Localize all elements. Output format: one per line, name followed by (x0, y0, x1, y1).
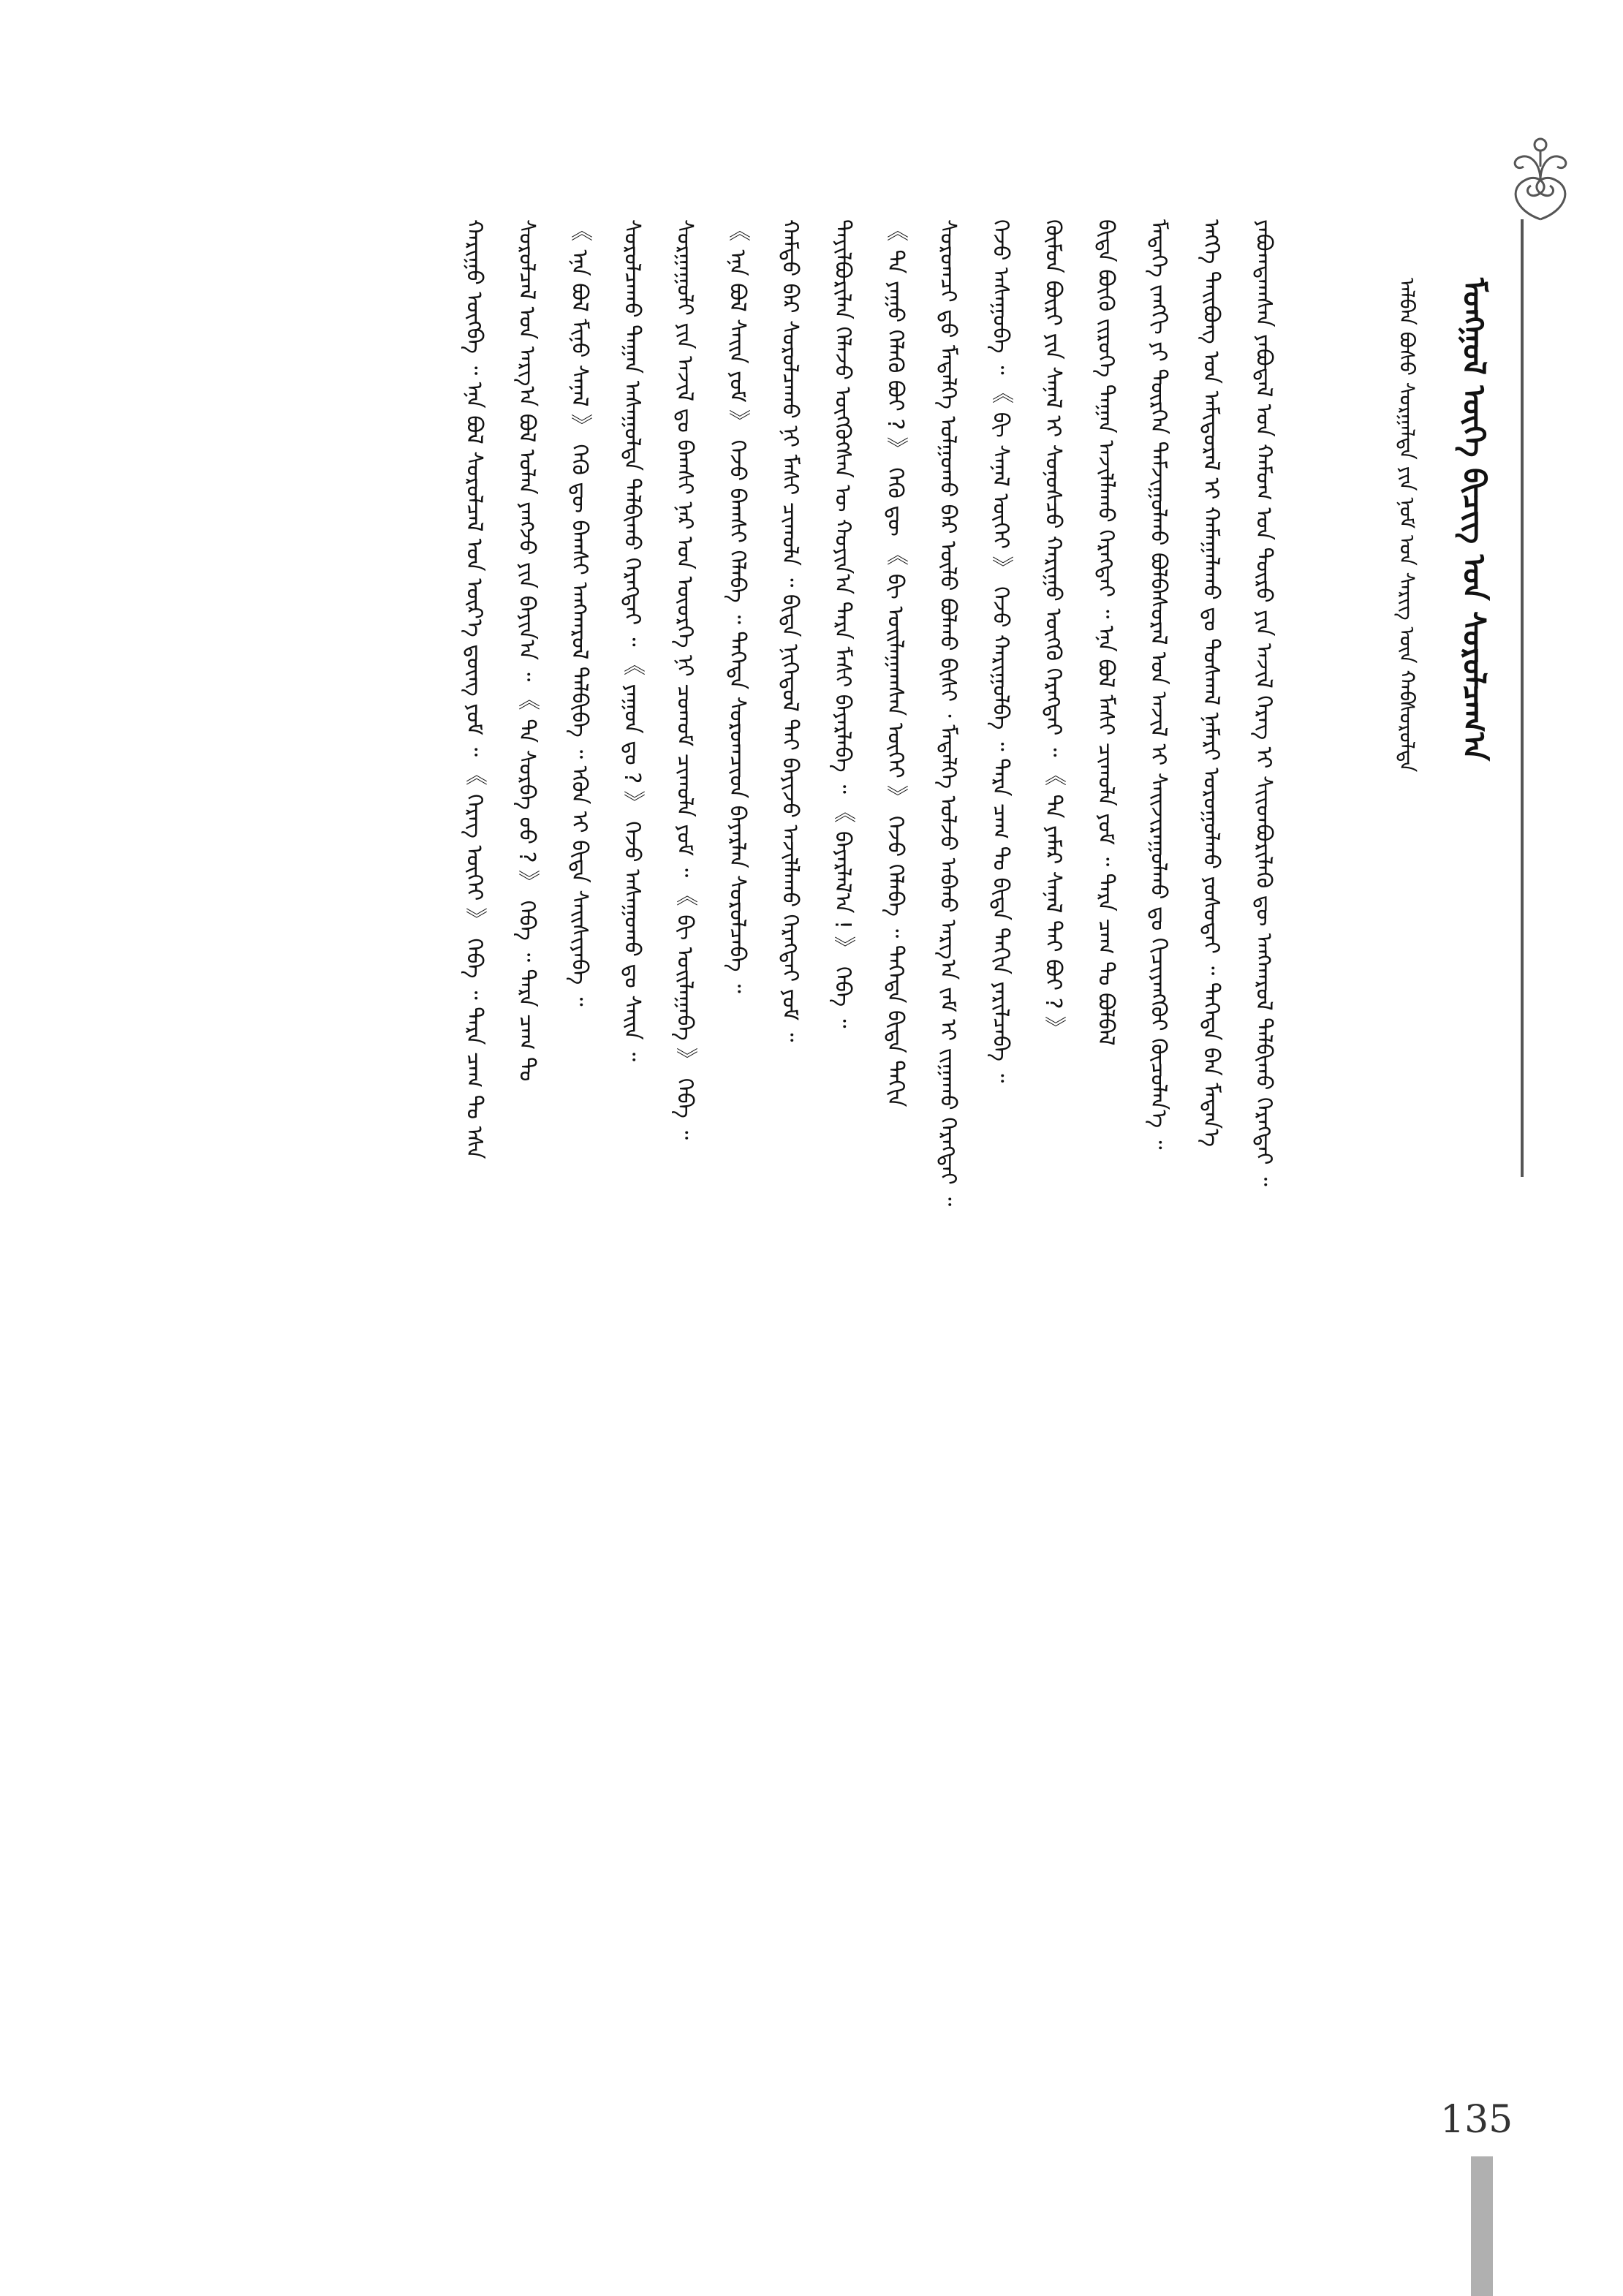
text-column: ᠡᠩᠬᠡ ᠲᠠᠢᠪᠤᠩ ᠤᠨ ᠠᠮᠢᠳᠤᠷᠠᠯ ᠢ ᠬᠠᠮᠠᠭᠠᠯᠠᠬᠤ ᠳᠤ ᠳᠤᠰᠬᠠᠯ ᠨᠡᠮᠡᠷᠢ ᠤᠷᠤᠭᠤᠯᠬᠤ ᠶᠣᠰᠤᠲᠠᠢ ᠃ ᠲᠡᠭᠡᠳᠡ ᠪᠡᠨ ᠮᠡᠳᠡᠨ᠎ᠡ (1198, 219, 1224, 1148)
text-column: ᠬᠠᠮᠲᠤ ᠪᠡᠷ ᠰᠤᠷᠤᠯᠴᠠᠬᠤ ᠨᠢ ᠮᠠᠰᠢ ᠴᠢᠬᠤᠯᠠ ᠃ ᠪᠢᠳᠡ ᠨᠢᠭᠡᠳᠦᠯ ᠲᠡᠢ ᠪᠠᠶᠢᠵᠤ ᠠᠵᠢᠯᠯᠠᠬᠤ ᠬᠡᠷᠡᠭᠲᠡᠢ ᠶᠤᠮ ᠃ (777, 219, 803, 1042)
header-title: ᠮᠣᠩᠭᠣᠯ ᠦᠭᠡ ᠪᠢᠴᠢᠭ ᠤᠨ ᠰᠤᠷᠤᠯᠴᠠᠭ᠎ᠠ (1456, 278, 1492, 761)
text-column: ᠮᠡᠳᠡᠭᠡ ᠵᠠᠩᠭᠢ ᠶᠢ ᠲᠦᠷᠭᠡᠨ ᠳᠠᠮᠵᠢᠭᠤᠯᠬᠤ ᠪᠣᠯᠪᠠᠰᠤᠷᠠᠯ ᠤᠨ ᠠᠵᠢᠯ ᠢ ᠰᠠᠢᠵᠢᠷᠠᠭᠤᠯᠬᠤ ᠳᠤ ᠬᠢᠴᠢᠶᠡᠩᠭᠦᠢ ᠬᠦᠴᠦᠯᠡᠨ᠎ᠡ ᠃ (1146, 219, 1171, 1150)
text-column: ᠰᠤᠷᠤᠭᠴᠢ ᠳ᠋ᠤ ᠮᠡᠳᠡᠯᠭᠡ ᠣᠯᠭᠣᠬᠤ ᠪᠠᠷ ᠦᠯᠦ ᠪᠣᠯᠬᠤ ᠪᠢᠰᠢ ᠂ ᠮᠡᠳᠡᠯᠭᠡ ᠣᠯᠵᠤ ᠠᠪᠬᠤ ᠠᠷᠭ᠎ᠠ ᠵᠠᠮ ᠢ ᠵᠢᠭᠠᠬᠤ ᠬᠡᠷᠡᠭᠲᠡᠢ ᠃ (935, 219, 961, 1207)
text-column: 《 ᠡᠨᠡ ᠪᠣᠯ ᠮᠢᠨᠤ ᠰᠠᠨᠠᠯ 》 ᠭᠡᠬᠦ ᠳᠦ ᠪᠠᠭᠰᠢ ᠠᠩᠬᠠᠷᠤᠯ ᠲᠠᠯᠪᠢᠪᠠ ᠃ ᠡᠭᠦᠨ ᠢ ᠪᠢᠳᠡ ᠰᠠᠢᠰᠢᠶᠠᠪᠠ ᠃ (567, 219, 592, 1007)
text-column: ᠰᠤᠷᠤᠯᠴᠠᠬᠤ ᠳᠠᠭᠠᠨ ᠠᠰᠠᠭᠤᠯᠲᠠ ᠲᠠᠯᠪᠢᠬᠤ ᠬᠡᠷᠡᠭᠲᠡᠢ ᠃ 《 ᠶᠠᠭᠤᠨ ᠳᠤ ? 》 ᠭᠡᠵᠦ ᠠᠰᠠᠭᠤᠬᠤ ᠳᠤ ᠰᠠᠢᠨ ᠃ (619, 219, 645, 1062)
running-header (1360, 278, 1521, 1345)
margin-tab-bar (1471, 2156, 1493, 2296)
text-column: ᠭᠡᠵᠦ ᠠᠰᠠᠭᠤᠪᠠ ᠃ 《 ᠪᠢ ᠰᠠᠨᠠᠯ ᠦᠭᠡᠢ 》 ᠭᠡᠵᠦ ᠬᠠᠷᠢᠭᠤᠯᠪᠠ ᠃ ᠲᠡᠷᠡ ᠴᠠᠭ ᠲᠤ ᠪᠢᠳᠡ ᠳᠠᠬᠢᠨ ᠶᠠᠷᠢᠯᠴᠠᠪᠠ ᠃ (988, 219, 1013, 1083)
swirl-ornament-icon (1486, 123, 1595, 232)
text-column: ᠰᠤᠷᠭᠠᠭᠤᠯᠢ ᠶᠢᠨ ᠠᠵᠢᠯ ᠳᠤ ᠪᠠᠭᠰᠢ ᠨᠠᠷ ᠤᠨ ᠦᠦᠷᠭᠡ ᠨᠢ ᠴᠤᠬᠤᠮ ᠴᠢᠬᠤᠯᠠ ᠶᠤᠮ ᠃ 《 ᠪᠢ ᠣᠢᠯᠠᠭᠠᠪᠠ 》 ᠭᠡᠪᠡ ᠃ (672, 219, 697, 1140)
text-column: ᠶᠠᠪᠤᠭᠳᠠᠭᠰᠠᠨ ᠶᠠᠪᠤᠳᠠᠯ ᠤᠨ ᠬᠠᠮᠤᠭ ᠤᠨ ᠲᠦᠷᠦ ᠶᠢᠨ ᠠᠵᠢᠯ ᠬᠡᠷᠡᠭ ᠢ ᠰᠢᠢᠳᠪᠦᠷᠢᠯᠡᠬᠦ ᠳᠦ ᠠᠩᠬᠠᠷᠤᠯ ᠲᠠᠯᠪᠢᠬᠤ ᠬᠡᠷᠡᠭᠲᠡᠢ ᠃ (1251, 219, 1276, 1186)
text-column: ᠪᠢᠳᠡ ᠪᠦᠬᠦ ᠵᠢᠷᠦᠭᠡ ᠳᠠᠭᠠᠨ ᠠᠵᠢᠯᠯᠠᠬᠤ ᠬᠡᠷᠡᠭᠲᠡᠢ ᠃ ᠡᠨᠡ ᠪᠣᠯ ᠮᠠᠰᠢ ᠴᠢᠬᠤᠯᠠ ᠶᠤᠮ ᠃ ᠲᠡᠷᠡ ᠴᠠᠭ ᠲᠤ ᠪᠣᠯᠪᠠᠯ (1093, 219, 1119, 1046)
text-column: ᠰᠤᠷᠤᠯᠴᠠᠯ ᠤᠨ ᠠᠷᠭ᠎ᠠ ᠪᠣᠯ ᠣᠯᠠᠨ ᠶᠠᠩᠵᠤ ᠶᠢᠨ ᠪᠠᠶᠢᠨ᠎ᠠ ᠃ 《 ᠲᠠ ᠰᠤᠷᠪᠠ ᠤᠤ ? 》 ᠭᠡᠪᠡ ᠃ ᠲᠡᠷᠡ ᠴᠠᠭ ᠲᠤ (514, 219, 540, 1082)
text-column: 《 ᠲᠠ ᠶᠠᠭᠤ ᠬᠡᠯᠡᠬᠦ ᠪᠤᠢ ? 》 ᠭᠡᠬᠦ ᠳᠦ 《 ᠪᠢ ᠣᠢᠯᠠᠭᠠᠭᠰᠠᠨ ᠦᠭᠡᠢ 》 ᠭᠡᠵᠦ ᠬᠡᠯᠡᠪᠡ ᠃ ᠲᠡᠭᠡᠳᠡ ᠪᠢᠳᠡ ᠳᠠᠬᠢᠨ (882, 219, 908, 1107)
text-column: 《 ᠡᠨᠡ ᠪᠣᠯ ᠰᠠᠢᠨ ᠶᠤᠮ 》 ᠭᠡᠵᠦ ᠪᠠᠭᠰᠢ ᠬᠡᠯᠡᠪᠡ ᠃ ᠲᠡᠭᠡᠳᠡ ᠰᠤᠷᠤᠭᠴᠢᠳ ᠪᠠᠶᠠᠷᠯᠠᠨ ᠰᠤᠷᠤᠯᠴᠠᠪᠠ ᠃ (725, 219, 750, 993)
header-subtitle: ᠠᠯᠪᠠᠨ ᠪᠤᠰᠤ ᠰᠤᠷᠭᠠᠯᠲᠠ ᠶᠢᠨ ᠨᠣᠮ ᠤᠨ ᠰᠡᠷᠢᠭ᠌ ᠦᠨ ᠬᠠᠪᠰᠤᠷᠤᠯᠲᠠ (1395, 278, 1419, 773)
text-column: ᠲᠠᠶᠢᠯᠪᠤᠷᠢᠯᠠᠨ ᠬᠡᠯᠡᠵᠦ ᠦᠭᠭᠦᠭᠰᠡᠨ ᠦ ᠬᠣᠶᠢᠨ᠎ᠠ ᠲᠡᠷᠡ ᠮᠠᠰᠢ ᠪᠠᠶᠠᠷᠯᠠᠪᠠ ᠃ 《 ᠪᠠᠶᠠᠷᠯᠠᠯ᠎ᠠ ! 》 ᠭᠡᠪᠡ ᠃ (830, 219, 855, 1028)
body-text (132, 219, 1287, 1988)
text-column: ᠬᠠᠷᠢᠭᠤ ᠦᠭᠪᠡ ᠃ ᠡᠨᠡ ᠪᠣᠯ ᠰᠤᠷᠤᠯᠴᠠᠯ ᠤᠨ ᠦᠷ᠎ᠡ ᠳ᠋ᠦᠩ ᠶᠤᠮ ᠃ 《 ᠬᠡᠷᠡᠭ ᠦᠭᠡᠢ 》 ᠭᠡᠪᠡ ᠃ ᠲᠡᠷᠡ ᠴᠠᠭ ᠲᠤ ᠡᠰᠡ (461, 219, 487, 1159)
text-column: ᠬᠦᠮᠦᠨ ᠪᠦᠷᠢ ᠶᠢᠨ ᠰᠠᠨᠠᠯ ᠢ ᠰᠣᠨᠣᠰᠴᠤ ᠬᠠᠷᠢᠭᠤ ᠦᠭᠬᠦ ᠬᠡᠷᠡᠭᠲᠡᠢ ᠃ 《 ᠲᠠ ᠶᠠᠮᠠᠷ ᠰᠠᠨᠠᠯ ᠲᠠᠢ ᠪᠤᠢ ? 》 (1040, 219, 1066, 1039)
page-number: 135 (1440, 2098, 1513, 2142)
header-vertical-rule (1521, 219, 1524, 1177)
